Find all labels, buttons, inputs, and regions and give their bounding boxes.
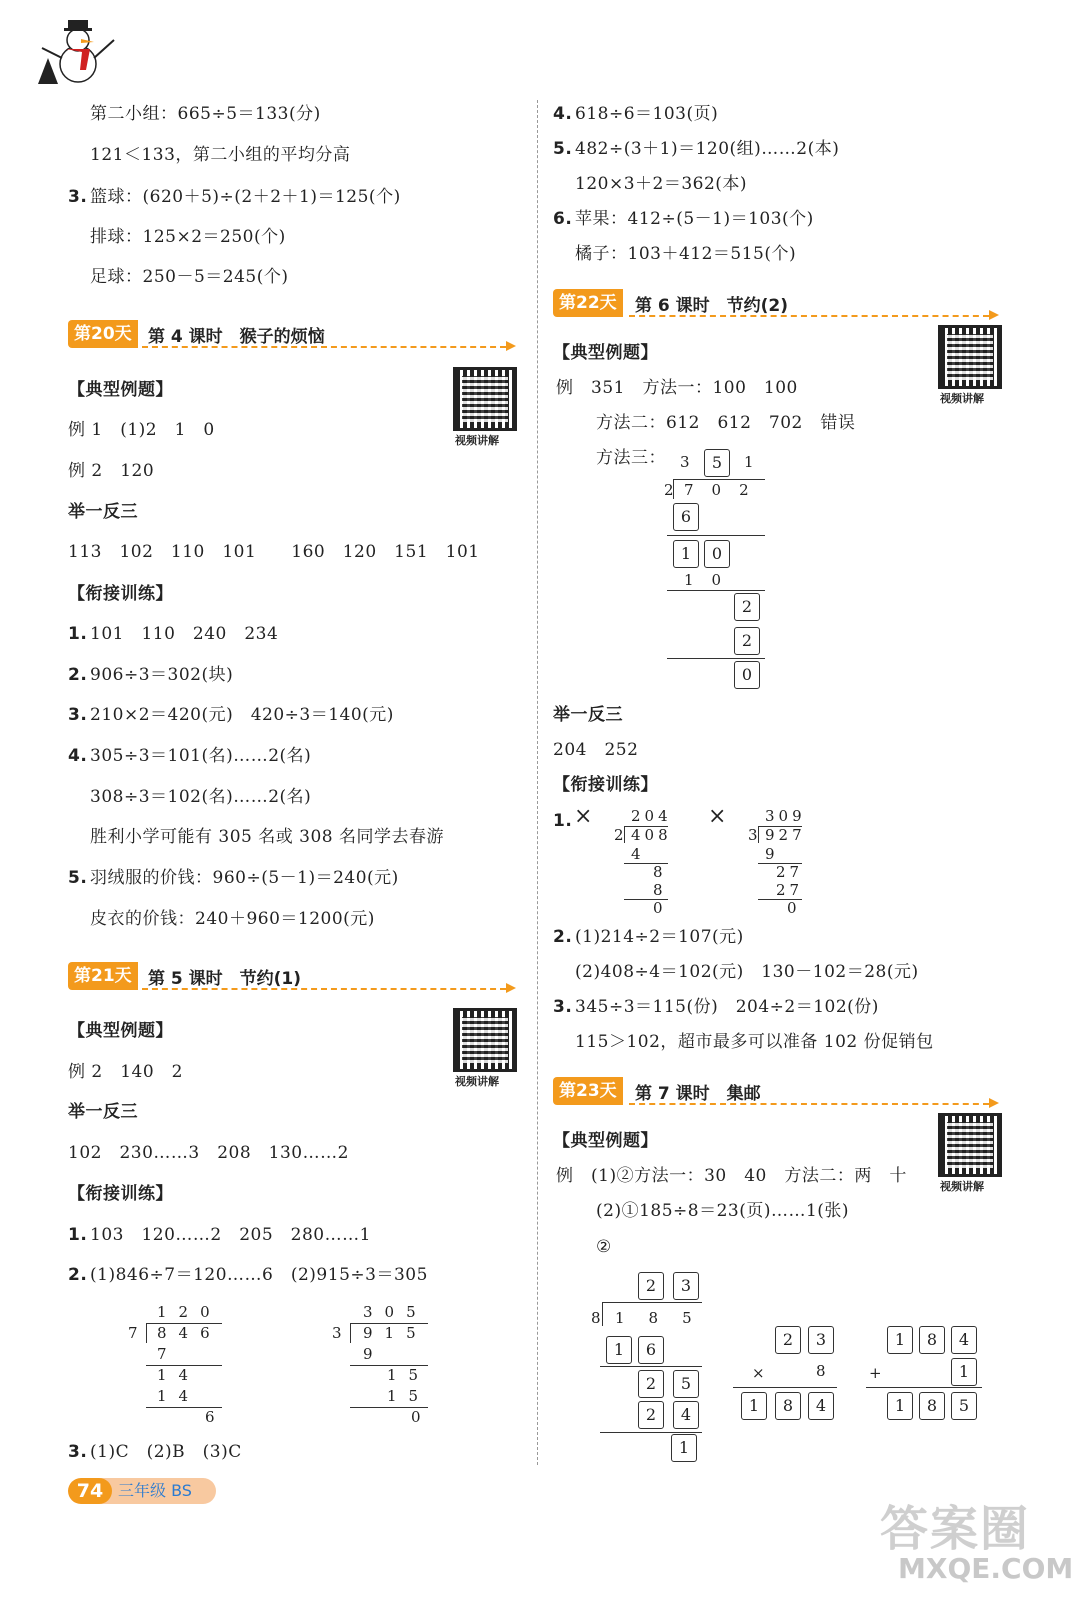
text-line: ② <box>596 1237 612 1257</box>
section-label: 【衔接训练】 <box>68 584 173 604</box>
text-line: 例 (1)②方法一：30 40 方法二：两 十 <box>556 1166 907 1186</box>
section-header-day22 <box>553 289 1001 317</box>
section-label: 【典型例题】 <box>68 380 173 400</box>
text-line: 115＞102，超市最多可以准备 102 份促销包 <box>575 1032 934 1052</box>
lesson-title: 第 4 课时 猴子的烦恼 <box>148 327 325 347</box>
item-number: 3. <box>68 1442 88 1462</box>
wrong-mark-icon: × <box>574 804 593 829</box>
qr-label: 视频讲解 <box>455 434 499 447</box>
grade: 三年级 <box>118 1481 167 1500</box>
header-divider <box>142 988 506 990</box>
item-number: 2. <box>553 927 573 947</box>
day-tag: 第22天 <box>553 289 623 317</box>
grade-label <box>118 1478 192 1504</box>
watermark-logo: 答案圈 <box>880 1501 1031 1557</box>
page-footer-tag <box>68 1478 216 1504</box>
item-number: 2. <box>68 665 88 685</box>
item-number: 2. <box>68 1265 88 1285</box>
day-tag: 第23天 <box>553 1077 623 1105</box>
section-label: 【典型例题】 <box>68 1021 173 1041</box>
item-number: 3. <box>68 705 88 725</box>
section-header-day21 <box>68 962 516 990</box>
text-line: 例 351 方法一：100 100 <box>556 378 798 398</box>
section-label: 【典型例题】 <box>553 1131 658 1151</box>
text-line: 305÷3＝101(名)……2(名) <box>90 746 312 766</box>
lesson-title: 第 7 课时 集邮 <box>635 1084 761 1104</box>
header-divider <box>629 1103 989 1105</box>
qr-label: 视频讲解 <box>455 1075 499 1088</box>
text-line: 例 2 140 2 <box>68 1062 183 1082</box>
section-label: 【衔接训练】 <box>68 1184 173 1204</box>
day-tag: 第20天 <box>68 320 138 348</box>
text-line: 345÷3＝115(份) 204÷2＝102(份) <box>575 997 879 1017</box>
text-line: 皮衣的价钱：240＋960＝1200(元) <box>90 909 375 929</box>
arrow-icon <box>506 341 516 351</box>
section-header-day20 <box>68 320 516 348</box>
text-line: 排球：125×2＝250(个) <box>90 227 286 247</box>
text-line: (1)846÷7＝120……6 (2)915÷3＝305 <box>90 1265 428 1285</box>
text-line: 308÷3＝102(名)……2(名) <box>90 787 312 807</box>
text-line: 例 2 120 <box>68 461 155 481</box>
item-number: 1. <box>68 1225 88 1245</box>
lesson-title: 第 5 课时 节约(1) <box>148 969 302 989</box>
header-divider <box>629 315 989 317</box>
wrong-mark-icon: × <box>708 804 727 829</box>
lesson-title: 第 6 课时 节约(2) <box>635 296 789 316</box>
qr-code-icon[interactable] <box>453 367 517 431</box>
text-line: 121＜133，第二小组的平均分高 <box>90 145 351 165</box>
header-divider <box>142 346 506 348</box>
qr-label: 视频讲解 <box>940 392 984 405</box>
arrow-icon <box>989 310 999 320</box>
text-line: 120×3＋2＝362(本) <box>575 174 748 194</box>
qr-code-icon[interactable] <box>938 325 1002 389</box>
day-tag: 第21天 <box>68 962 138 990</box>
text-line: 482÷(3＋1)＝120(组)……2(本) <box>575 139 840 159</box>
item-number: 3. <box>68 187 88 207</box>
text-line: (2)①185÷8＝23(页)……1(张) <box>596 1201 850 1221</box>
qr-code-icon[interactable] <box>938 1113 1002 1177</box>
text-line: 胜利小学可能有 305 名或 308 名同学去春游 <box>90 827 445 847</box>
text-line: 篮球：(620＋5)÷(2＋2＋1)＝125(个) <box>90 187 401 207</box>
column-divider <box>537 100 538 1465</box>
text-line: 102 230……3 208 130……2 <box>68 1143 349 1163</box>
section-label: 【衔接训练】 <box>553 775 658 795</box>
watermark-url: MXQE.COM <box>898 1552 1074 1585</box>
text-line: 906÷3＝302(块) <box>90 665 234 685</box>
text-line: 204 252 <box>553 740 639 760</box>
item-number: 5. <box>553 139 573 159</box>
edition: BS <box>171 1481 192 1500</box>
page-number: 74 <box>68 1478 112 1504</box>
qr-code-icon[interactable] <box>453 1008 517 1072</box>
item-number: 4. <box>68 746 88 766</box>
item-number: 3. <box>553 997 573 1017</box>
text-line: 113 102 110 101 160 120 151 101 <box>68 542 480 562</box>
qr-label: 视频讲解 <box>940 1180 984 1193</box>
item-number: 4. <box>553 104 573 124</box>
text-line: 103 120……2 205 280……1 <box>90 1225 371 1245</box>
section-header-day23 <box>553 1077 1001 1105</box>
text-line: 橘子：103＋412＝515(个) <box>575 244 797 264</box>
item-number: 6. <box>553 209 573 229</box>
section-label: 举一反三 <box>553 705 623 725</box>
text-line: 例 1 (1)2 1 0 <box>68 420 215 440</box>
text-line: (2)408÷4＝102(元) 130－102＝28(元) <box>575 962 919 982</box>
arrow-icon <box>989 1098 999 1108</box>
text-line: (1)214÷2＝107(元) <box>575 927 744 947</box>
item-number: 1. <box>68 624 88 644</box>
text-line: 210×2＝420(元) 420÷3＝140(元) <box>90 705 394 725</box>
text-line: 618÷6＝103(页) <box>575 104 719 124</box>
item-number: 1. <box>553 811 573 831</box>
item-number: 5. <box>68 868 88 888</box>
text-line: 方法二：612 612 702 错误 <box>596 413 856 433</box>
text-line: 羽绒服的价钱：960÷(5－1)＝240(元) <box>90 868 399 888</box>
section-label: 举一反三 <box>68 1102 138 1122</box>
snowman-decoration <box>34 18 118 86</box>
text-line: 足球：250－5＝245(个) <box>90 267 289 287</box>
arrow-icon <box>506 983 516 993</box>
text-line: 101 110 240 234 <box>90 624 279 644</box>
text-line: 苹果：412÷(5－1)＝103(个) <box>575 209 814 229</box>
section-label: 【典型例题】 <box>553 343 658 363</box>
text-line: 第二小组：665÷5＝133(分) <box>90 104 321 124</box>
section-label: 举一反三 <box>68 502 138 522</box>
text-line: 方法三： <box>596 448 666 468</box>
text-line: (1)C (2)B (3)C <box>90 1442 242 1462</box>
